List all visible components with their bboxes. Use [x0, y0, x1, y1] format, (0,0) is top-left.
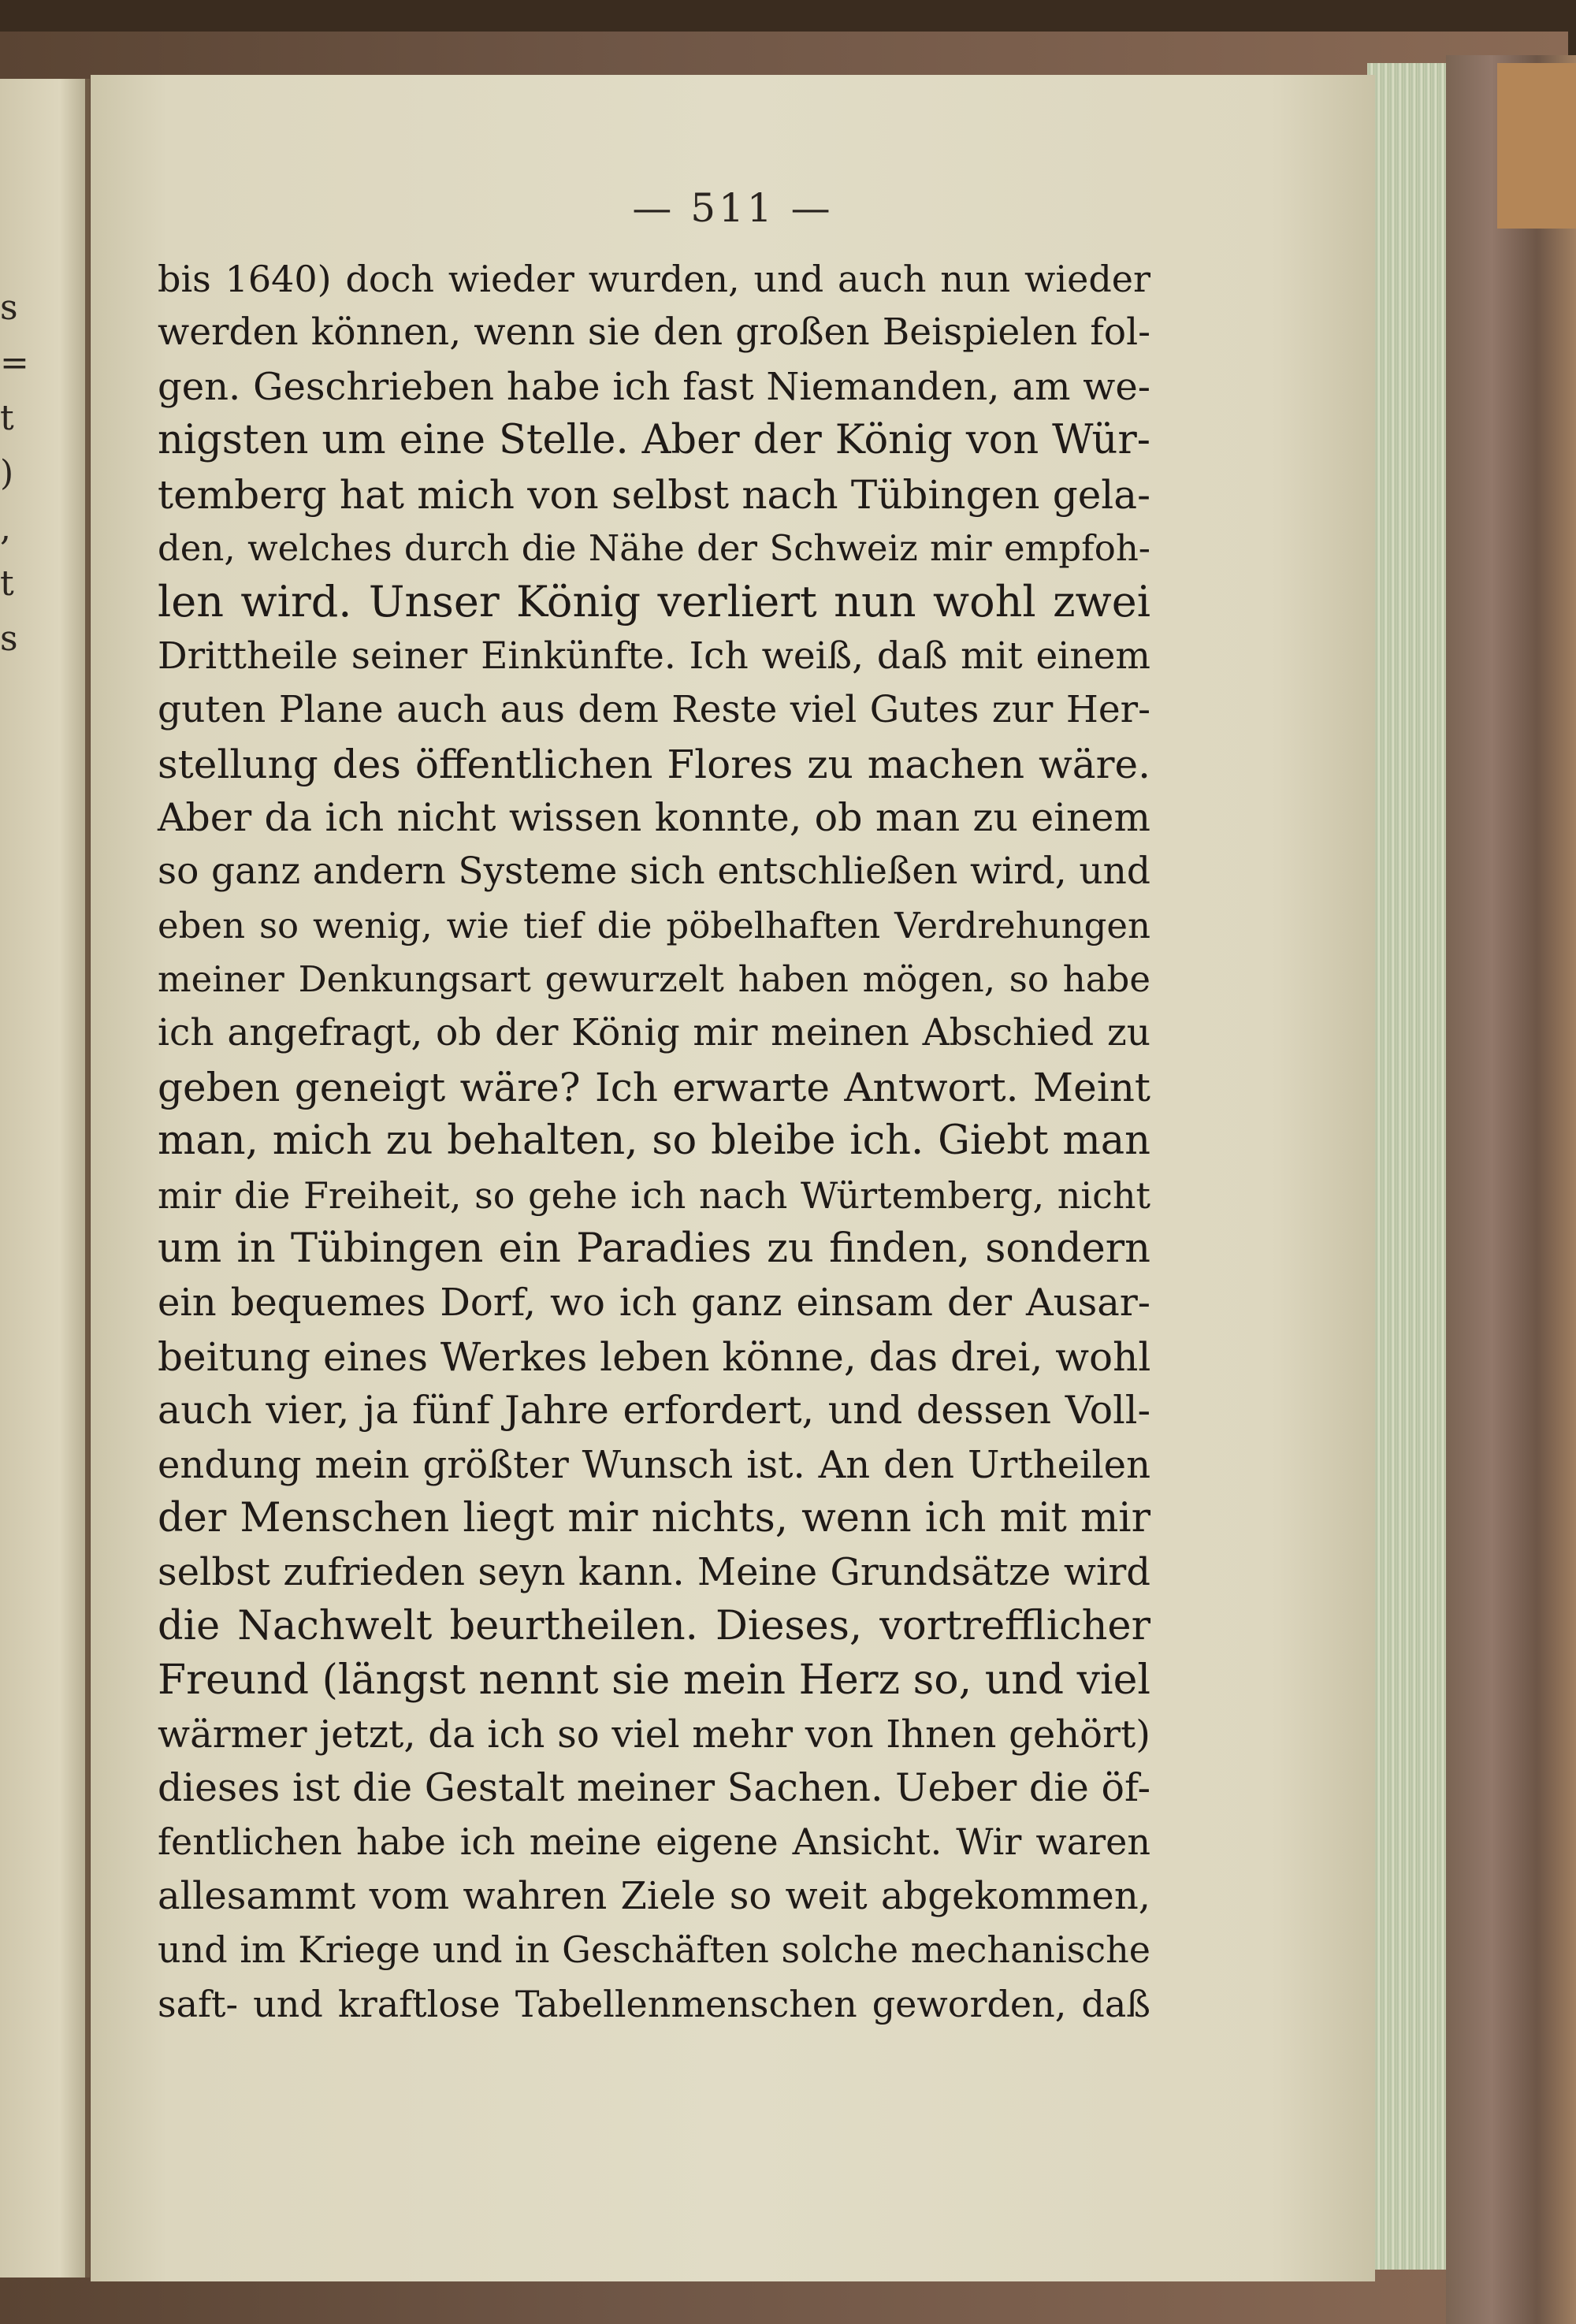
text-line: gen. Geschrieben habe ich fast Niemanden, am we- [158, 364, 1150, 409]
left-page-fragment: s [0, 619, 18, 659]
text-line: guten Plane auch aus dem Reste viel Gutes zur Her- [158, 688, 1150, 732]
left-page-fragment: t [0, 398, 14, 438]
text-line: fentlichen habe ich meine eigene Ansicht. Wir waren [158, 1820, 1150, 1864]
text-line: und im Kriege und in Geschäften solche mechanische [158, 1928, 1150, 1972]
text-line: Freund (längst nennt sie mein Herz so, und viel [158, 1657, 1150, 1705]
page-number: — 511 — [632, 185, 834, 231]
text-line: auch vier, ja fünf Jahre erfordert, und dessen Voll- [158, 1388, 1150, 1433]
text-line: die Nachwelt beurtheilen. Dieses, vortrefflicher [158, 1602, 1150, 1649]
text-line: um in Tübingen ein Paradies zu finden, sondern [158, 1225, 1150, 1273]
text-line: ein bequemes Dorf, wo ich ganz einsam der Ausar- [158, 1281, 1150, 1326]
text-line: eben so wenig, wie tief die pöbelhaften Verdrehungen [158, 904, 1150, 946]
text-line: mir die Freiheit, so gehe ich nach Würtemberg, nicht [158, 1173, 1150, 1217]
text-line: Drittheile seiner Einkünfte. Ich weiß, daß mit einem [158, 634, 1150, 678]
text-line: der Menschen liegt mir nichts, wenn ich mit mir [158, 1494, 1150, 1541]
page-edges [1367, 63, 1446, 2270]
text-line: stellung des öffentlichen Flores zu machen wäre. [158, 741, 1150, 787]
text-line: beitung eines Werkes leben könne, das drei, wohl [158, 1333, 1151, 1380]
body-text [158, 252, 1150, 2031]
text-line: bis 1640) doch wieder wurden, und auch nun wieder [158, 258, 1150, 300]
text-line: werden können, wenn sie den großen Beispielen fol- [158, 310, 1150, 355]
text-line: Aber da ich nicht wissen konnte, ob man zu einem [158, 794, 1150, 840]
text-line: man, mich zu behalten, so bleibe ich. Giebt man [158, 1117, 1150, 1165]
text-line: den, welches durch die Nähe der Schweiz mir empfoh- [158, 526, 1150, 569]
left-page-edge [0, 79, 90, 2278]
text-line: geben geneigt wäre? Ich erwarte Antwort. Meint [158, 1064, 1150, 1110]
text-line: selbst zufrieden seyn kann. Meine Grundsätze wird [158, 1550, 1150, 1595]
text-line: nigsten um eine Stelle. Aber der König von Wür- [158, 417, 1150, 464]
left-page-fragment: t [0, 563, 14, 604]
cover-edge-right [1446, 55, 1576, 2324]
text-line: endung mein größter Wunsch ist. An den Urtheilen [158, 1442, 1150, 1487]
text-line: ich angefragt, ob der König mir meinen Abschied zu [158, 1011, 1150, 1055]
text-line: temberg hat mich von selbst nach Tübingen gela- [158, 471, 1150, 518]
text-line: meiner Denkungsart gewurzelt haben mögen, so habe [158, 958, 1150, 1001]
text-line: saft- und kraftlose Tabellenmenschen geworden, daß [158, 1982, 1150, 2025]
left-page-fragment: , [0, 508, 11, 548]
left-page-fragment: ) [0, 453, 14, 493]
text-line: allesammt vom wahren Ziele so weit abgekommen, [158, 1873, 1150, 1918]
left-page-fragment: = [0, 343, 29, 383]
text-line: so ganz andern Systeme sich entschließen wird, und [158, 850, 1150, 894]
text-line: wärmer jetzt, da ich so viel mehr von Ihnen gehört) [158, 1712, 1150, 1757]
text-line: dieses ist die Gestalt meiner Sachen. Ueber die öf- [158, 1764, 1150, 1810]
text-line: len wird. Unser König verliert nun wohl zwei [158, 577, 1150, 627]
left-page-fragment: s [0, 288, 18, 328]
cover-corner-tear [1497, 63, 1576, 229]
